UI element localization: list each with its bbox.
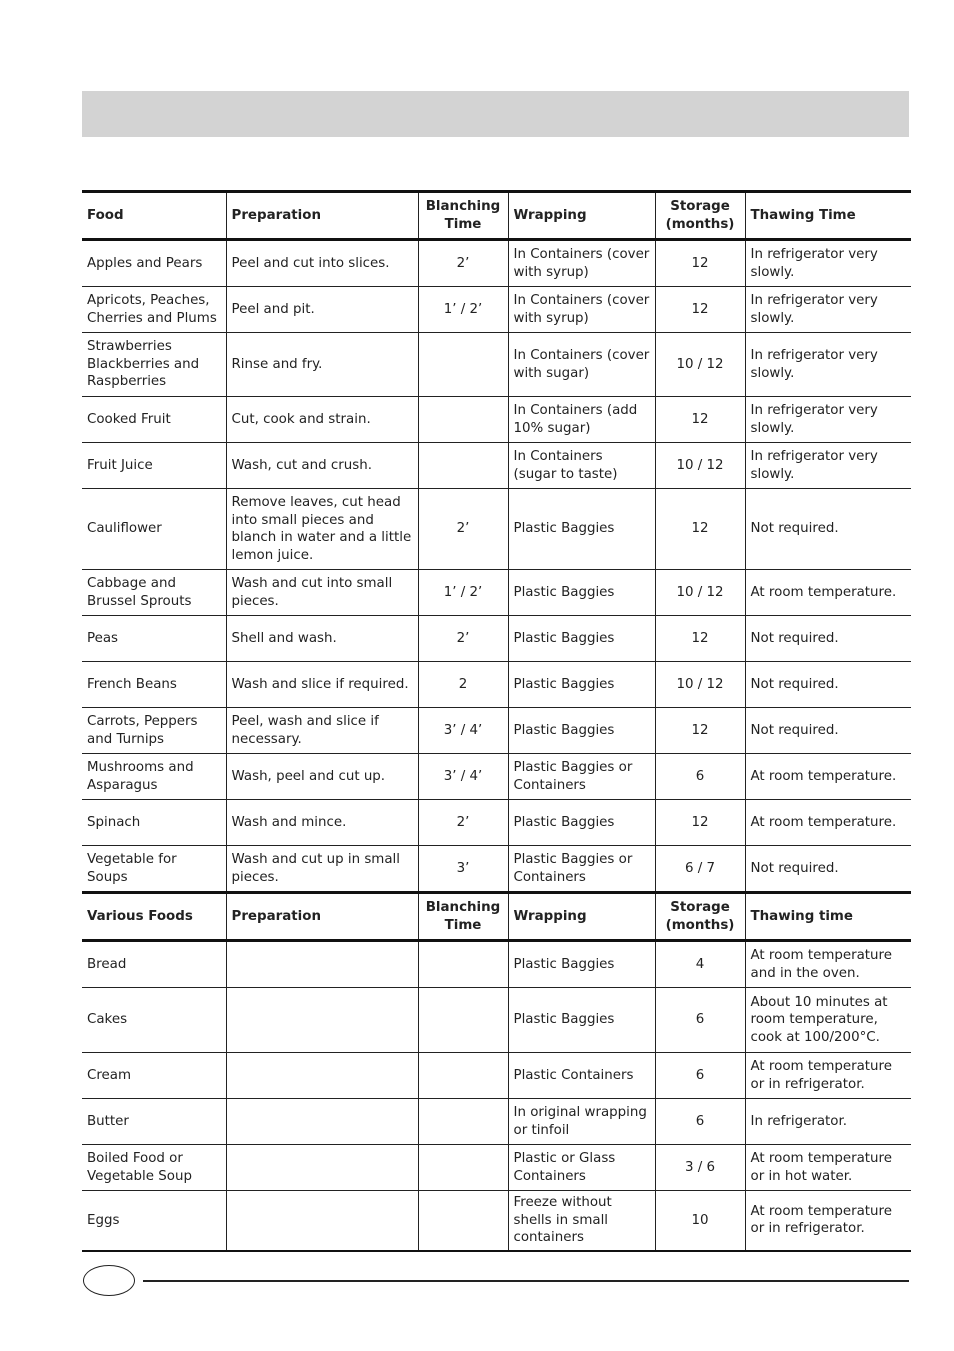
cell-food: Fruit Juice (82, 443, 226, 489)
cell-food: Boiled Food or Vegetable Soup (82, 1145, 226, 1191)
cell-blanching-time (418, 1145, 508, 1191)
table-row (82, 570, 911, 616)
cell-thawing-time: Not required. (745, 708, 911, 754)
cell-blanching-time: 2’ (418, 800, 508, 846)
cell-food: Apricots, Peaches, Cherries and Plums (82, 287, 226, 333)
cell-blanching-time: 3’ / 4’ (418, 708, 508, 754)
cell-food: Peas (82, 616, 226, 662)
cell-food: Spinach (82, 800, 226, 846)
cell-thawing-time: At room temperature. (745, 754, 911, 800)
cell-wrapping: Plastic Baggies (508, 662, 655, 708)
table-row (82, 846, 911, 893)
cell-food: Bread (82, 941, 226, 988)
header-blanching-time: Blanching Time (418, 192, 508, 240)
cell-wrapping: Plastic Baggies or Containers (508, 846, 655, 893)
cell-preparation: Wash and cut up in small pieces. (226, 846, 418, 893)
table-row (82, 443, 911, 489)
cell-food: Carrots, Peppers and Turnips (82, 708, 226, 754)
cell-thawing-time: At room temperature and in the oven. (745, 941, 911, 988)
cell-thawing-time: In refrigerator very slowly. (745, 443, 911, 489)
cell-wrapping: Plastic Baggies (508, 988, 655, 1053)
cell-thawing-time: Not required. (745, 662, 911, 708)
header-storage: Storage (months) (655, 893, 745, 941)
cell-thawing-time: At room temperature or in refrigerator. (745, 1053, 911, 1099)
cell-preparation: Peel and pit. (226, 287, 418, 333)
table-row (82, 941, 911, 988)
cell-preparation (226, 941, 418, 988)
cell-blanching-time: 2 (418, 662, 508, 708)
cell-storage: 10 / 12 (655, 443, 745, 489)
cell-wrapping: Plastic or Glass Containers (508, 1145, 655, 1191)
table-header-row (82, 893, 911, 941)
cell-preparation: Peel, wash and slice if necessary. (226, 708, 418, 754)
cell-wrapping: In Containers (cover with sugar) (508, 333, 655, 397)
header-wrapping: Wrapping (508, 893, 655, 941)
cell-preparation (226, 1191, 418, 1251)
table-row (82, 1145, 911, 1191)
table-row (82, 397, 911, 443)
cell-blanching-time: 3’ / 4’ (418, 754, 508, 800)
cell-wrapping: Freeze without shells in small containers (508, 1191, 655, 1251)
table-row (82, 988, 911, 1053)
cell-thawing-time: In refrigerator very slowly. (745, 287, 911, 333)
cell-thawing-time: Not required. (745, 489, 911, 570)
cell-preparation (226, 988, 418, 1053)
cell-food: Butter (82, 1099, 226, 1145)
cell-food: Cooked Fruit (82, 397, 226, 443)
cell-wrapping: In Containers (cover with syrup) (508, 287, 655, 333)
cell-blanching-time: 2’ (418, 489, 508, 570)
table-row (82, 616, 911, 662)
cell-preparation: Remove leaves, cut head into small pieces and blanch in water and a little lemon juice. (226, 489, 418, 570)
cell-blanching-time: 1’ / 2’ (418, 570, 508, 616)
header-preparation: Preparation (226, 893, 418, 941)
cell-storage: 6 (655, 754, 745, 800)
cell-blanching-time (418, 1191, 508, 1251)
cell-blanching-time (418, 988, 508, 1053)
cell-blanching-time: 2’ (418, 616, 508, 662)
header-preparation: Preparation (226, 192, 418, 240)
cell-storage: 3 / 6 (655, 1145, 745, 1191)
cell-preparation: Wash, peel and cut up. (226, 754, 418, 800)
header-wrapping: Wrapping (508, 192, 655, 240)
cell-wrapping: Plastic Containers (508, 1053, 655, 1099)
freezing-guide-table (82, 190, 911, 1252)
cell-blanching-time: 1’ / 2’ (418, 287, 508, 333)
cell-thawing-time: At room temperature. (745, 800, 911, 846)
cell-thawing-time: Not required. (745, 616, 911, 662)
cell-wrapping: In Containers (add 10% sugar) (508, 397, 655, 443)
cell-wrapping: Plastic Baggies (508, 616, 655, 662)
cell-storage: 10 / 12 (655, 662, 745, 708)
header-various-foods: Various Foods (82, 893, 226, 941)
table-row (82, 708, 911, 754)
cell-thawing-time: About 10 minutes at room temperature, cook at 100/200°C. (745, 988, 911, 1053)
cell-preparation: Wash, cut and crush. (226, 443, 418, 489)
cell-thawing-time: At room temperature or in hot water. (745, 1145, 911, 1191)
page-number-oval (83, 1265, 135, 1296)
cell-storage: 12 (655, 800, 745, 846)
header-thawing-time: Thawing time (745, 893, 911, 941)
header-blanching-time: Blanching Time (418, 893, 508, 941)
cell-wrapping: Plastic Baggies (508, 800, 655, 846)
various-foods-section (82, 893, 911, 1251)
table-header-row (82, 192, 911, 240)
table-row (82, 754, 911, 800)
cell-storage: 12 (655, 397, 745, 443)
section-header-band (82, 91, 909, 137)
cell-thawing-time: Not required. (745, 846, 911, 893)
cell-preparation: Wash and cut into small pieces. (226, 570, 418, 616)
cell-storage: 12 (655, 489, 745, 570)
header-food: Food (82, 192, 226, 240)
header-storage: Storage (months) (655, 192, 745, 240)
cell-blanching-time (418, 1053, 508, 1099)
cell-food: Apples and Pears (82, 240, 226, 287)
cell-food: Cream (82, 1053, 226, 1099)
cell-food: French Beans (82, 662, 226, 708)
cell-storage: 6 (655, 1053, 745, 1099)
cell-preparation: Wash and mince. (226, 800, 418, 846)
cell-wrapping: In Containers (cover with syrup) (508, 240, 655, 287)
cell-blanching-time (418, 941, 508, 988)
cell-wrapping: In Containers (sugar to taste) (508, 443, 655, 489)
cell-storage: 4 (655, 941, 745, 988)
cell-storage: 10 (655, 1191, 745, 1251)
cell-wrapping: Plastic Baggies (508, 708, 655, 754)
cell-storage: 10 / 12 (655, 570, 745, 616)
cell-preparation: Shell and wash. (226, 616, 418, 662)
cell-wrapping: Plastic Baggies (508, 489, 655, 570)
cell-preparation: Rinse and fry. (226, 333, 418, 397)
table-row (82, 800, 911, 846)
cell-wrapping: Plastic Baggies or Containers (508, 754, 655, 800)
cell-storage: 6 (655, 1099, 745, 1145)
footer-rule (143, 1280, 909, 1282)
cell-storage: 12 (655, 708, 745, 754)
cell-thawing-time: In refrigerator very slowly. (745, 397, 911, 443)
cell-storage: 10 / 12 (655, 333, 745, 397)
cell-blanching-time (418, 333, 508, 397)
table-row (82, 489, 911, 570)
cell-wrapping: Plastic Baggies (508, 941, 655, 988)
cell-preparation (226, 1145, 418, 1191)
cell-preparation: Peel and cut into slices. (226, 240, 418, 287)
cell-thawing-time: At room temperature or in refrigerator. (745, 1191, 911, 1251)
header-thawing-time: Thawing Time (745, 192, 911, 240)
table-row (82, 662, 911, 708)
table-row (82, 1191, 911, 1251)
cell-food: Strawberries Blackberries and Raspberries (82, 333, 226, 397)
cell-blanching-time (418, 443, 508, 489)
cell-food: Cabbage and Brussel Sprouts (82, 570, 226, 616)
cell-preparation (226, 1099, 418, 1145)
cell-blanching-time: 2’ (418, 240, 508, 287)
cell-wrapping: Plastic Baggies (508, 570, 655, 616)
table-row (82, 333, 911, 397)
cell-blanching-time (418, 1099, 508, 1145)
table-row (82, 287, 911, 333)
cell-food: Cauliflower (82, 489, 226, 570)
cell-storage: 12 (655, 616, 745, 662)
cell-blanching-time: 3’ (418, 846, 508, 893)
table-row (82, 1053, 911, 1099)
cell-preparation: Wash and slice if required. (226, 662, 418, 708)
cell-storage: 6 (655, 988, 745, 1053)
cell-thawing-time: In refrigerator very slowly. (745, 240, 911, 287)
cell-storage: 12 (655, 287, 745, 333)
fresh-foods-section (82, 192, 911, 893)
table-row (82, 1099, 911, 1145)
cell-food: Eggs (82, 1191, 226, 1251)
cell-thawing-time: In refrigerator very slowly. (745, 333, 911, 397)
cell-storage: 6 / 7 (655, 846, 745, 893)
cell-preparation (226, 1053, 418, 1099)
cell-blanching-time (418, 397, 508, 443)
cell-wrapping: In original wrapping or tinfoil (508, 1099, 655, 1145)
cell-food: Mushrooms and Asparagus (82, 754, 226, 800)
cell-thawing-time: In refrigerator. (745, 1099, 911, 1145)
table-row (82, 240, 911, 287)
cell-food: Vegetable for Soups (82, 846, 226, 893)
cell-food: Cakes (82, 988, 226, 1053)
cell-preparation: Cut, cook and strain. (226, 397, 418, 443)
cell-storage: 12 (655, 240, 745, 287)
cell-thawing-time: At room temperature. (745, 570, 911, 616)
